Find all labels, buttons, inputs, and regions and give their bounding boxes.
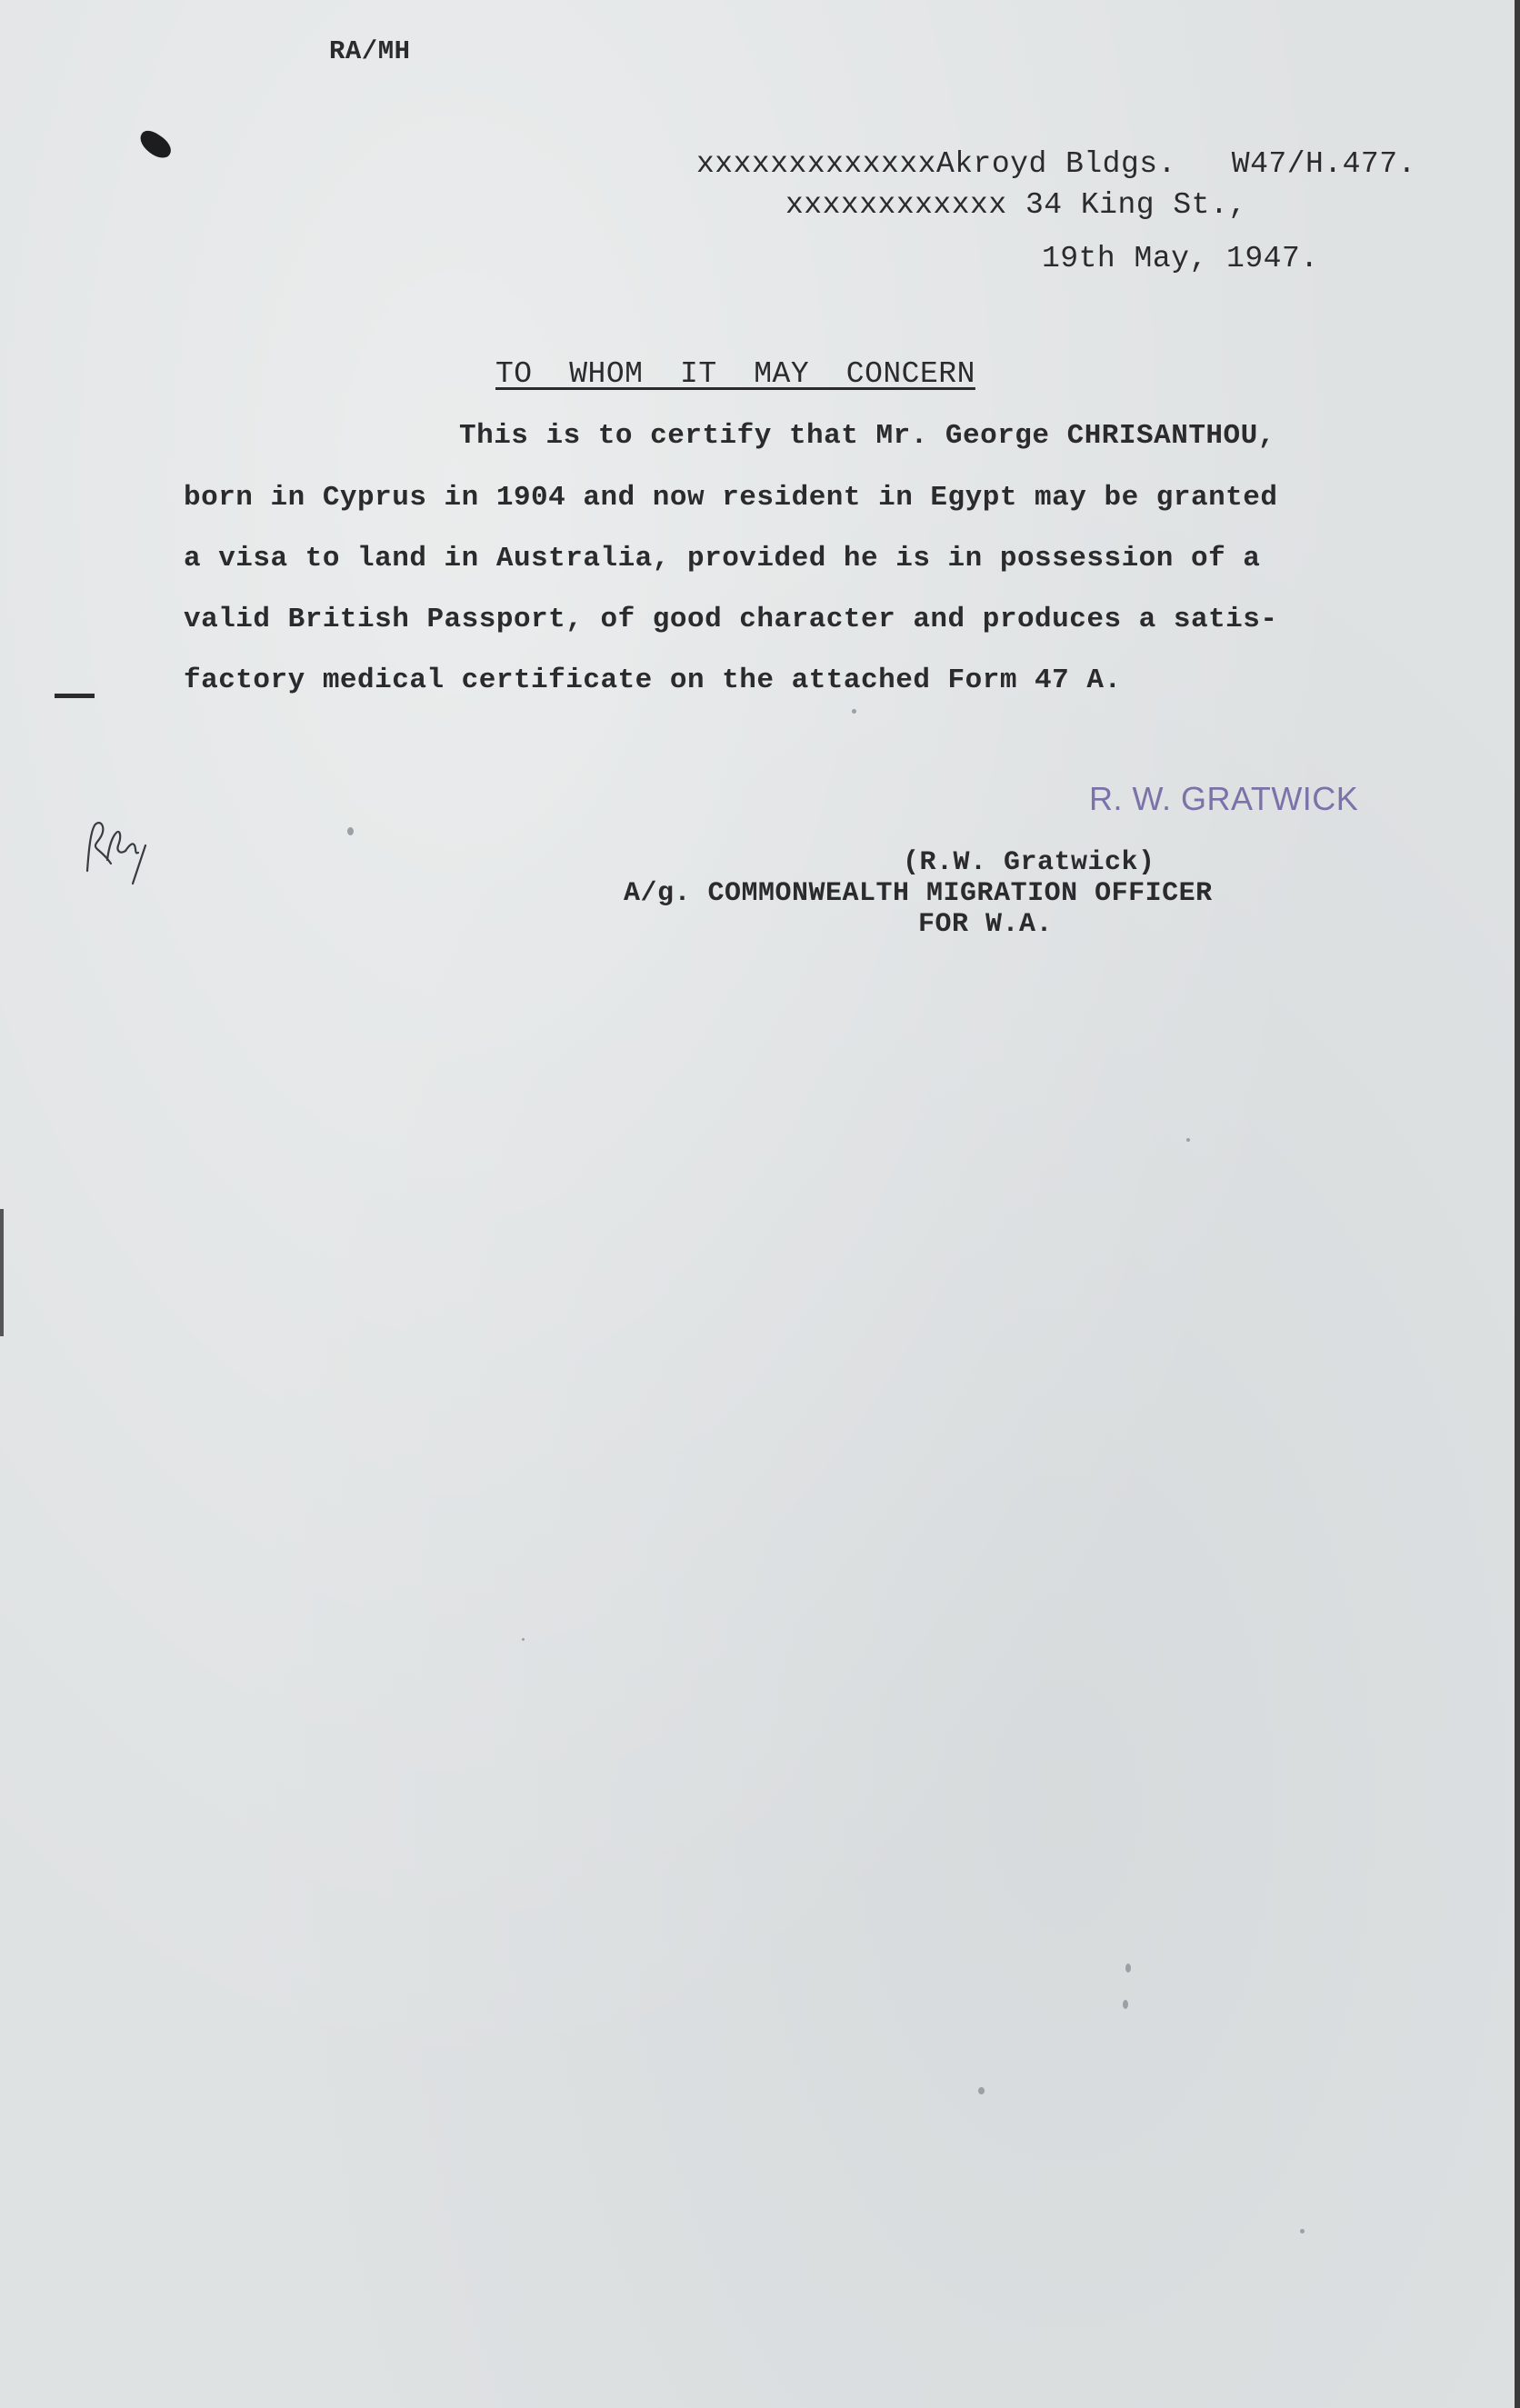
margin-dash-mark (55, 694, 95, 698)
paper-speck (852, 709, 856, 714)
signatory-name: (R.W. Gratwick) (903, 847, 1155, 878)
address-line-2: xxxxxxxxxxxx 34 King St., (785, 188, 1247, 222)
address-line-1: xxxxxxxxxxxxxAkroyd Bldgs. W47/H.477. (696, 147, 1416, 181)
body-line: This is to certify that Mr. George CHRISANTHOU, (459, 420, 1275, 452)
paper-speck (522, 1638, 525, 1641)
handwritten-initials (80, 800, 162, 891)
body-line: valid British Passport, of good character and produces a satis- (184, 604, 1278, 635)
letter-date: 19th May, 1947. (1042, 242, 1319, 275)
paper-speck (1125, 1963, 1131, 1973)
letter-heading: TO WHOM IT MAY CONCERN (495, 357, 975, 391)
signatory-title: A/g. COMMONWEALTH MIGRATION OFFICER (624, 878, 1213, 909)
body-line: a visa to land in Australia, provided he is in possession of a (184, 543, 1261, 575)
reference-initials: RA/MH (329, 36, 411, 66)
paper-speck (978, 2087, 985, 2094)
paper-speck (1186, 1138, 1190, 1142)
page-edge-shadow (1515, 0, 1520, 2408)
ink-blot (135, 127, 175, 163)
paper-speck (1300, 2229, 1305, 2233)
body-line: factory medical certificate on the attached Form 47 A. (184, 664, 1122, 696)
paper-speck (1123, 2000, 1128, 2009)
page-edge-mark (0, 1209, 4, 1336)
paper-speck (347, 827, 354, 835)
body-line: born in Cyprus in 1904 and now resident in Egypt may be granted (184, 482, 1278, 514)
signatory-region: FOR W.A. (918, 909, 1054, 940)
signature-stamp: R. W. GRATWICK (1089, 780, 1359, 817)
